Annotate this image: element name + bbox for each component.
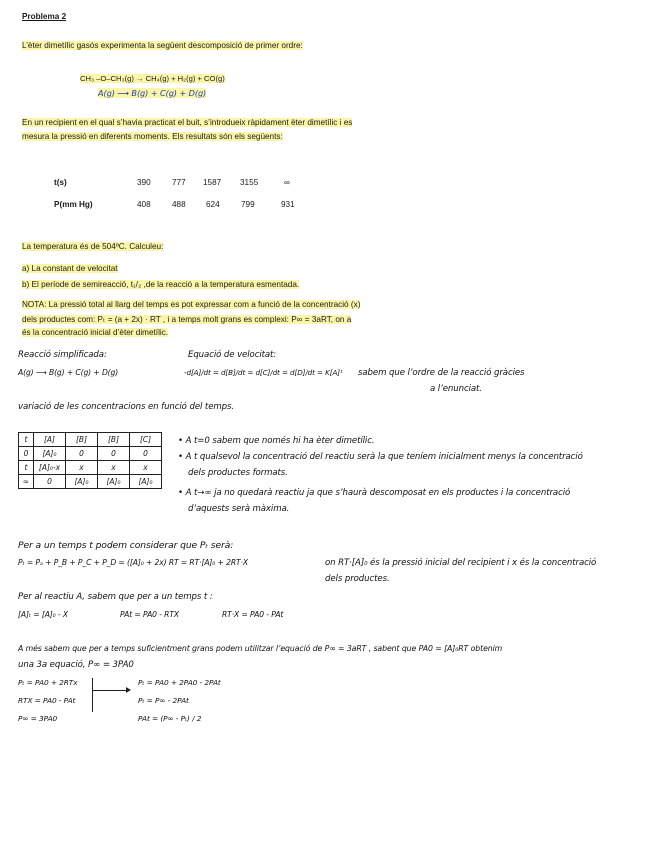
- table-cell: 0: [98, 447, 130, 461]
- table-row: [19, 461, 162, 475]
- table-header-cell: [C]: [130, 433, 162, 447]
- table-cell: t: [19, 461, 34, 475]
- table-header-cell: [B]: [98, 433, 130, 447]
- arrowhead-icon: [126, 687, 131, 693]
- rate-note-line-2: a l’enunciat.: [430, 384, 482, 394]
- reactant-equation-3: RT·X = PA0 - PAt: [222, 610, 284, 619]
- pressure-value: 624: [206, 200, 220, 209]
- table-header-cell: t: [19, 433, 34, 447]
- right-equation-1: Pₜ = PA0 + 2PA0 - 2PAt: [138, 678, 221, 687]
- bullet-2: • A t qualsevol la concentració del reactiu serà la que teníem inicialment menys la concentració: [178, 452, 583, 462]
- note-line-2: dels productes com: Pₜ = (a + 2x) · RT , i a temps molt grans es complexi: P∞ = 3aRT, on a: [22, 315, 352, 324]
- reactant-equation-2: PAt = PA0 - RTX: [120, 610, 179, 619]
- reaction-equation: CH₃ –O–CH₃(g) → CH₄(g) + H₂(g) + CO(g): [80, 74, 225, 83]
- time-value: 1587: [203, 178, 222, 187]
- row-label-pressure: P(mm Hg): [54, 200, 93, 209]
- simplified-reaction-equation: A(g) ⟶ B(g) + C(g) + D(g): [18, 368, 119, 377]
- time-value: 3155: [240, 178, 259, 187]
- intro-text: L’èter dimetílic gasós experimenta la següent descomposició de primer ordre:: [22, 41, 303, 50]
- rate-equation-heading: Equació de velocitat:: [188, 350, 277, 360]
- note-line-1: NOTA: La pressió total al llarg del temps es pot expressar com a funció de la concentració (x): [22, 300, 361, 309]
- reaction-handwritten: A(g) ⟶ B(g) + C(g) + D(g): [98, 88, 207, 98]
- pt-equation: Pₜ = Pₐ + P_B + P_C + P_D = ([A]₀ + 2x) RT = RT·[A]₀ + 2RT·X: [18, 558, 248, 567]
- paragraph-1-line-1: En un recipient en el qual s’havia practicat el buit, s’introdueix ràpidament èter dimetílic i es: [22, 118, 353, 127]
- time-value: 390: [137, 178, 151, 187]
- table-cell: x: [130, 461, 162, 475]
- rate-note-line-1: sabem que l’ordre de la reacció gràcies: [358, 368, 525, 378]
- bullet-2-continued: dels productes formats.: [188, 468, 288, 478]
- variation-heading: variació de les concentracions en funció del temps.: [18, 402, 235, 412]
- more-line-2: una 3a equació, P∞ = 3PA0: [18, 660, 134, 670]
- question-a: a) La constant de velocitat: [22, 264, 118, 273]
- bullet-3: • A t→∞ ja no quedarà reactiu ja que s’haurà descomposat en els productes i la concentració: [178, 488, 571, 498]
- note-line-3: és la concentració inicial d’èter dimetílic.: [22, 328, 169, 337]
- table-row: [19, 447, 162, 461]
- pressure-value: 488: [172, 200, 186, 209]
- reactant-equation-1: [A]ₜ = [A]₀ - X: [18, 610, 68, 619]
- pressure-value: 799: [241, 200, 255, 209]
- page-title: Problema 2: [22, 12, 67, 21]
- table-cell: 0: [34, 475, 66, 489]
- table-cell: [A]₀: [34, 447, 66, 461]
- right-equation-3: PAt = (P∞ - Pₜ) / 2: [138, 714, 202, 723]
- bullet-3-continued: d’aquests serà màxima.: [188, 504, 290, 514]
- system-bracket: [92, 678, 93, 712]
- concentration-table: [18, 432, 162, 489]
- simplified-reaction-heading: Reacció simplificada:: [18, 350, 107, 360]
- table-row: [19, 475, 162, 489]
- right-equation-2: Pₜ = P∞ - 2PAt: [138, 696, 189, 705]
- pt-heading: Per a un temps t podem considerar que Pₜ serà:: [18, 540, 234, 551]
- table-cell: 0: [66, 447, 98, 461]
- table-cell: x: [66, 461, 98, 475]
- row-label-time: t(s): [54, 178, 67, 187]
- paragraph-1-line-2: mesura la pressió en diferents moments. Els resultats són els següents:: [22, 132, 283, 141]
- pressure-value: 931: [281, 200, 295, 209]
- table-cell: [A]₀: [66, 475, 98, 489]
- table-header-cell: [B]: [66, 433, 98, 447]
- question-b: b) El període de semireacció, t₁/₂ ,de la reacció a la temperatura esmentada.: [22, 280, 300, 289]
- table-cell: [A]₀: [130, 475, 162, 489]
- bullet-1: • A t=0 sabem que només hi ha èter dimetílic.: [178, 436, 375, 446]
- table-cell: 0: [19, 447, 34, 461]
- implication-arrow: [92, 690, 126, 691]
- time-value: ∞: [284, 178, 290, 187]
- more-line-1: A més sabem que per a temps suficientment grans podem utilitzar l’equació de P∞ = 3aRT , sabent que PA0 = [A]₀RT obtenim: [18, 644, 503, 653]
- table-row: [19, 433, 162, 447]
- pt-note-line-1: on RT·[A]₀ és la pressió inicial del recipient i x és la concentració: [325, 558, 597, 568]
- left-equation-1: Pₜ = PA0 + 2RTx: [18, 678, 78, 687]
- table-header-cell: [A]: [34, 433, 66, 447]
- reactant-heading: Per al reactiu A, sabem que per a un temps t :: [18, 592, 213, 602]
- table-cell: 0: [130, 447, 162, 461]
- time-value: 777: [172, 178, 186, 187]
- table-cell: ∞: [19, 475, 34, 489]
- table-cell: x: [98, 461, 130, 475]
- temperature-text: La temperatura és de 504ºC. Calculeu:: [22, 242, 164, 251]
- pt-note-line-2: dels productes.: [325, 574, 390, 584]
- table-cell: [A]₀-x: [34, 461, 66, 475]
- rate-equation: -d[A]/dt = d[B]/dt = d[C]/dt = d[D]/dt = K[A]¹: [184, 368, 343, 377]
- left-equation-3: P∞ = 3PA0: [18, 714, 58, 723]
- pressure-value: 408: [137, 200, 151, 209]
- table-cell: [A]₀: [98, 475, 130, 489]
- left-equation-2: RTX = PA0 - PAt: [18, 696, 76, 705]
